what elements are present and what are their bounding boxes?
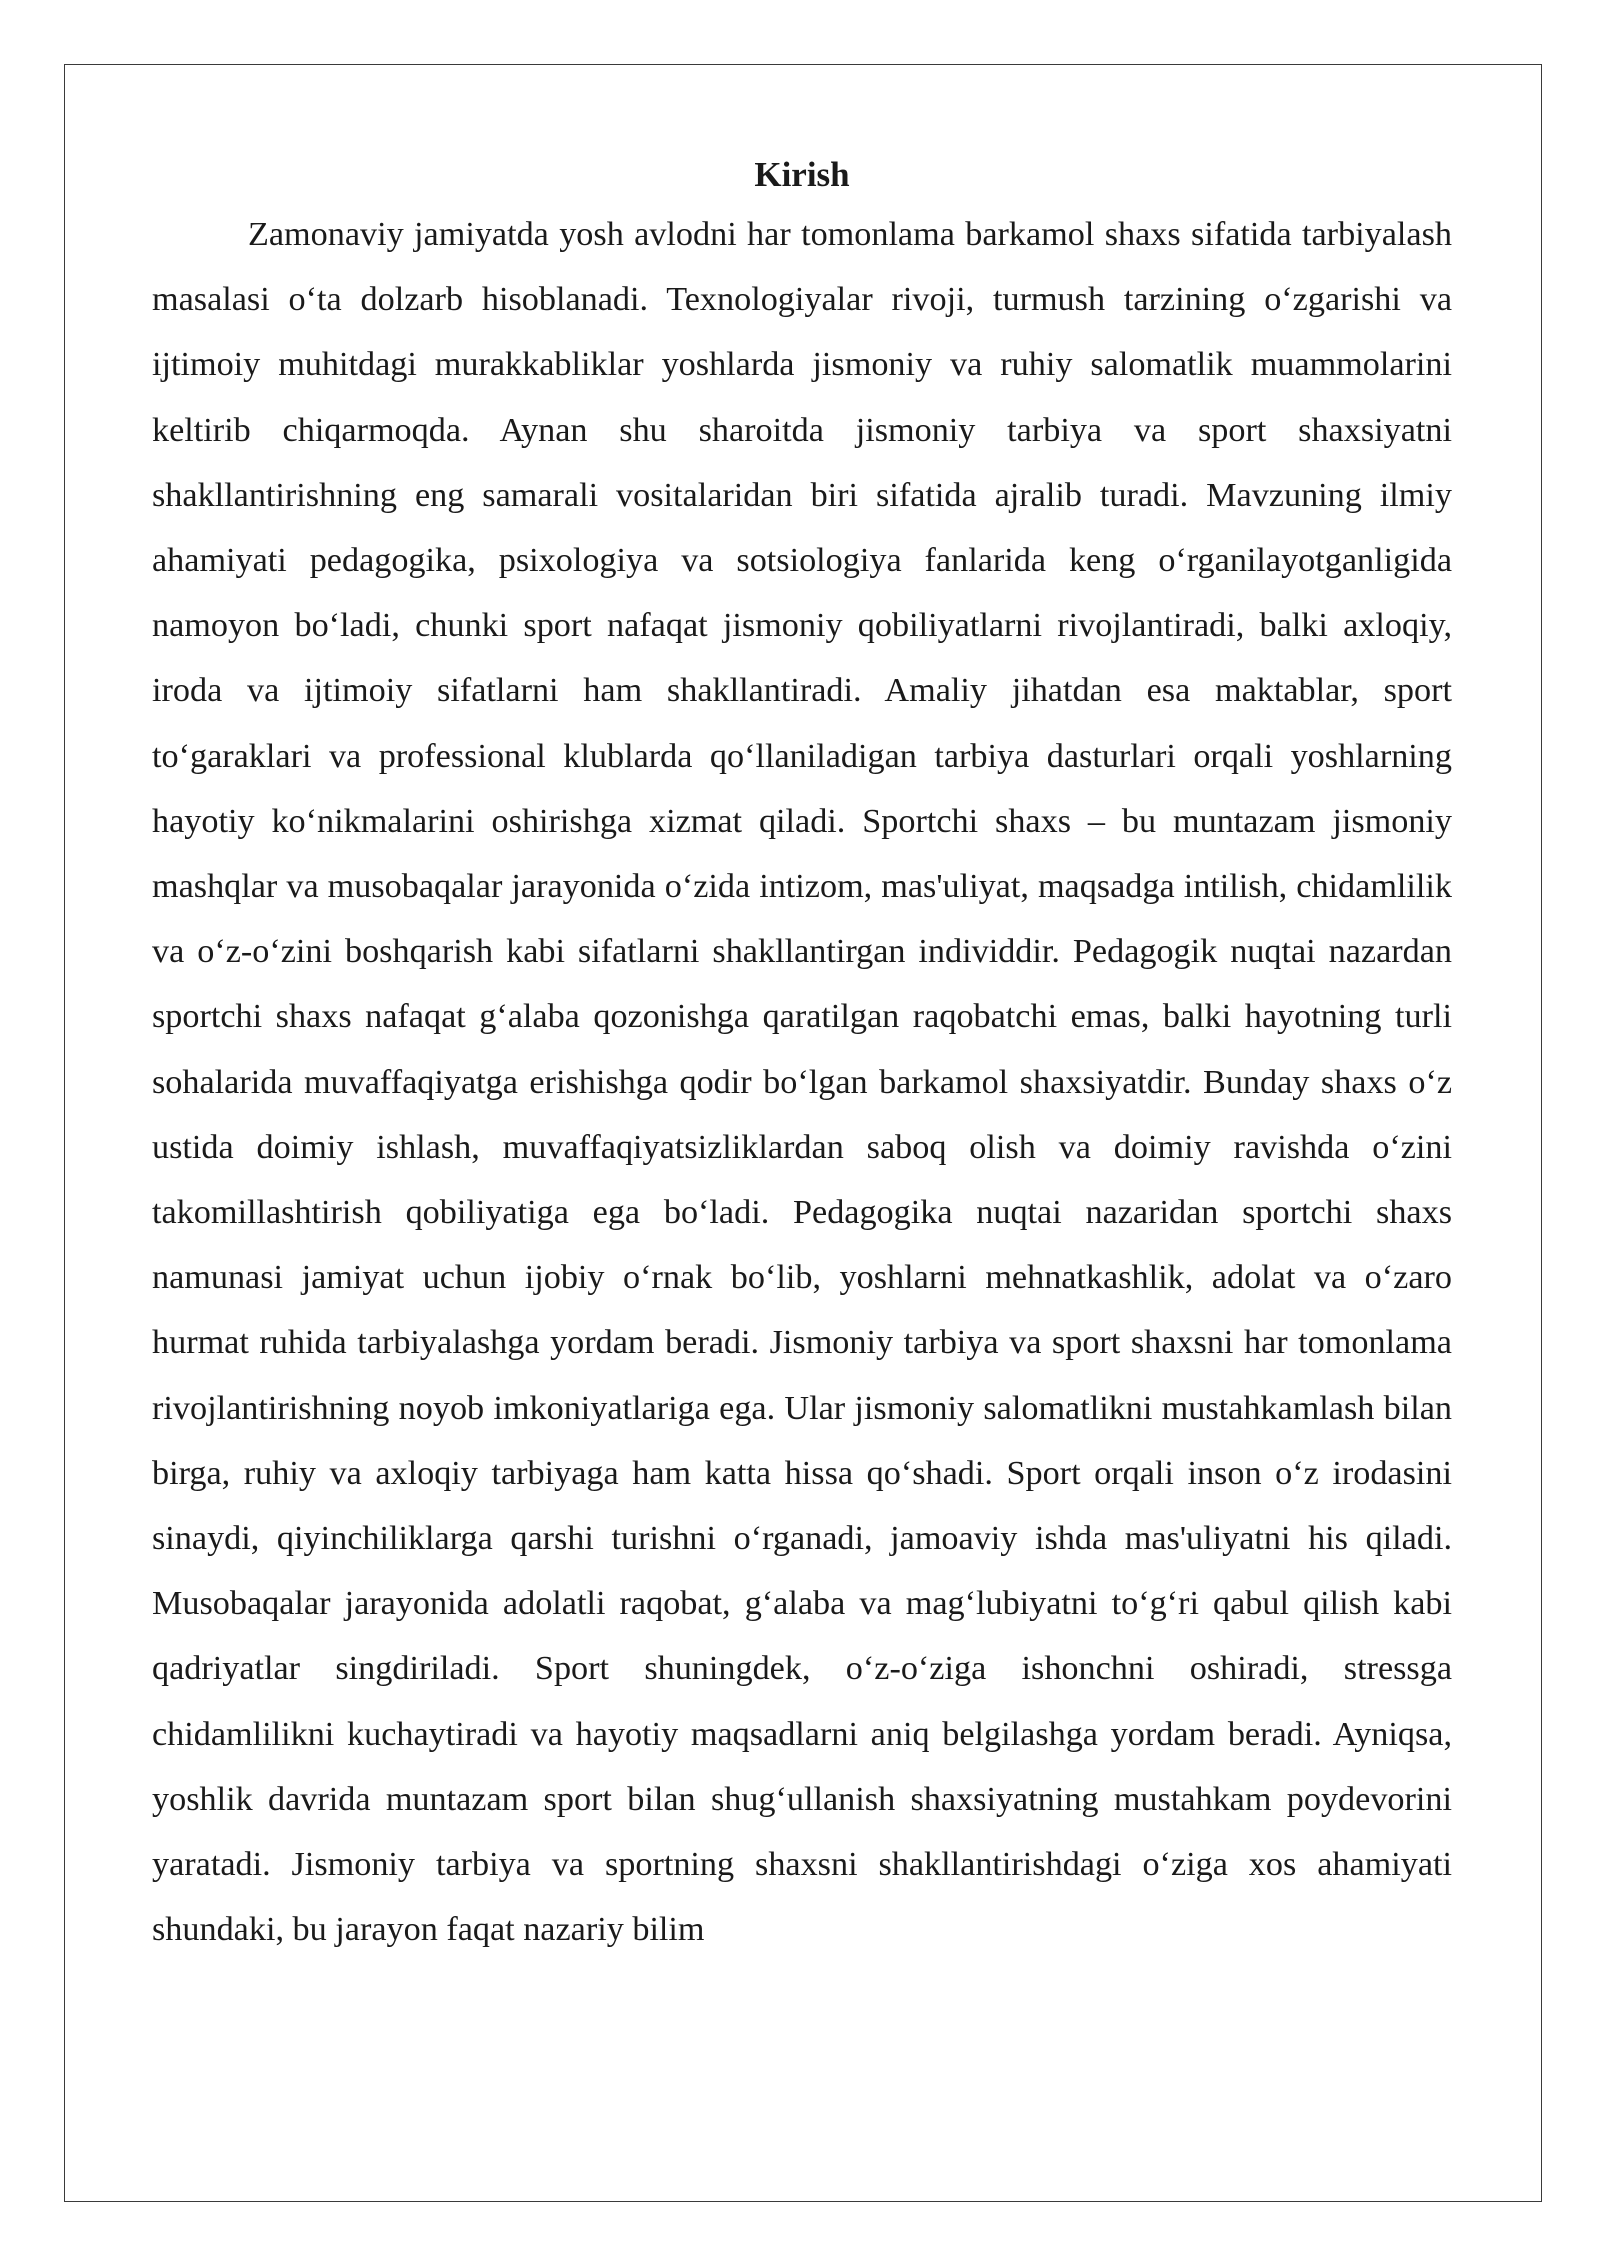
section-heading: Kirish bbox=[754, 155, 850, 194]
document-body bbox=[152, 148, 1452, 1962]
body-paragraph: Zamonaviy jamiyatda yosh avlodni har tomonlama barkamol shaxs sifatida tarbiyalash masalasi oʻta dolzarb hisoblanadi. Texnologiyalar rivoji, turmush tarzining oʻzgarishi va ijtimoiy muhitdagi murakkabliklar yoshlarda jismoniy va ruhiy salomatlik muammolarini keltirib chiqarmoqda. Aynan shu sharoitda jismoniy tarbiya va sport shaxsiyatni shakllantirishning eng samarali vositalaridan biri sifatida ajralib turadi. Mavzuning ilmiy ahamiyati pedagogika, psixologiya va sotsiologiya fanlarida keng oʻrganilayotganligida namoyon boʻladi, chunki sport nafaqat jismoniy qobiliyatlarni rivojlantiradi, balki axloqiy, iroda va ijtimoiy sifatlarni ham shakllantiradi. Amaliy jihatdan esa maktablar, sport toʻgaraklari va professional klublarda qoʻllaniladigan tarbiya dasturlari orqali yoshlarning hayotiy koʻnikmalarini oshirishga xizmat qiladi. Sportchi shaxs – bu muntazam jismoniy mashqlar va musobaqalar jarayonida oʻzida intizom, mas'uliyat, maqsadga intilish, chidamlilik va oʻz-oʻzini boshqarish kabi sifatlarni shakllantirgan individdir. Pedagogik nuqtai nazardan sportchi shaxs nafaqat gʻalaba qozonishga qaratilgan raqobatchi emas, balki hayotning turli sohalarida muvaffaqiyatga erishishga qodir boʻlgan barkamol shaxsiyatdir. Bunday shaxs oʻz ustida doimiy ishlash, muvaffaqiyatsizliklardan saboq olish va doimiy ravishda oʻzini takomillashtirish qobiliyatiga ega boʻladi. Pedagogika nuqtai nazaridan sportchi shaxs namunasi jamiyat uchun ijobiy oʻrnak boʻlib, yoshlarni mehnatkashlik, adolat va oʻzaro hurmat ruhida tarbiyalashga yordam beradi. Jismoniy tarbiya va sport shaxsni har tomonlama rivojlantirishning noyob imkoniyatlariga ega. Ular jismoniy salomatlikni mustahkamlash bilan birga, ruhiy va axloqiy tarbiyaga ham katta hissa qoʻshadi. Sport orqali inson oʻz irodasini sinaydi, qiyinchiliklarga qarshi turishni oʻrganadi, jamoaviy ishda mas'uliyatni his qiladi. Musobaqalar jarayonida adolatli raqobat, gʻalaba va magʻlubiyatni toʻgʻri qabul qilish kabi qadriyatlar singdiriladi. Sport shuningdek, oʻz-oʻziga ishonchni oshiradi, stressga chidamlilikni kuchaytiradi va hayotiy maqsadlarni aniq belgilashga yordam beradi. Ayniqsa, yoshlik davrida muntazam sport bilan shugʻullanish shaxsiyatning mustahkam poydevorini yaratadi. Jismoniy tarbiya va sportning shaxsni shakllantirishdagi oʻziga xos ahamiyati shundaki, bu jarayon faqat nazariy bilim bbox=[152, 216, 1452, 1949]
